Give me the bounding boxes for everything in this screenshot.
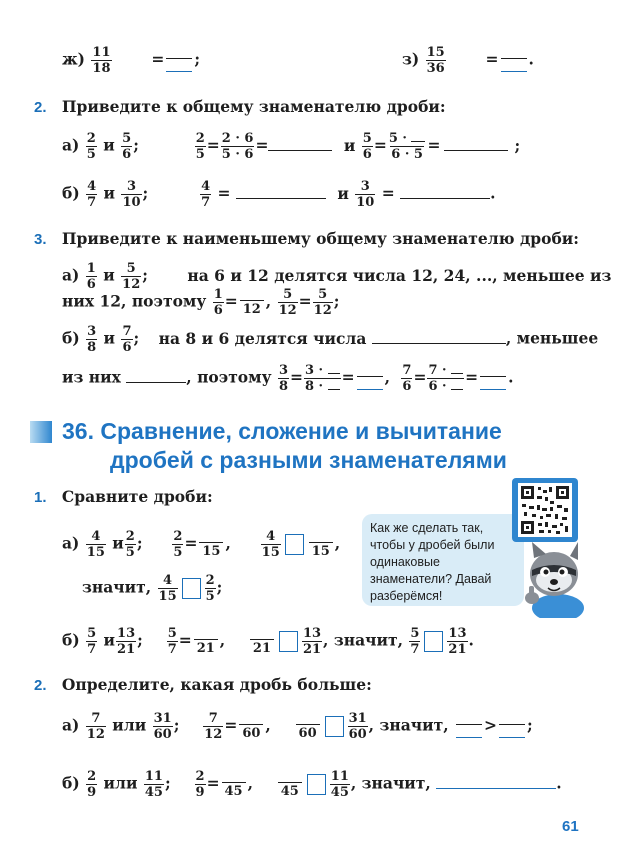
s-task-2b: б) $\frac{2}{9}$ или $\frac{11}{45}$ ; $\frac{2}{9}$ = 45 , 45 $\frac{11}{45}$ , значит, . (62, 769, 562, 800)
section-title: 36. Сравнение, сложение и вычитание дробей с разными знаменателями (62, 418, 507, 473)
raccoon-mascot-icon (518, 540, 590, 618)
s-task-2-heading (34, 677, 372, 693)
s-task-2a: а) $\frac{7}{12}$ или $\frac{31}{60}$ ; $\frac{7}{12}$ = 60 , 60 $\frac{31}{60}$ , значит, > ; (62, 711, 533, 742)
task-title: Определите, какая дробь больше: (61, 675, 372, 694)
task-number: 2. (34, 677, 47, 694)
fraction: $\frac{15}{36}$ (426, 45, 445, 76)
answer-blank[interactable] (400, 198, 490, 199)
qr-code-icon (512, 478, 578, 542)
answer-blank[interactable] (411, 141, 425, 142)
compare-box[interactable] (279, 631, 298, 652)
task-number: 3. (34, 231, 47, 248)
blank-fraction[interactable]: 21 (194, 629, 218, 655)
compare-box[interactable] (325, 716, 344, 737)
s-task-1-heading (34, 489, 213, 505)
blank-fraction[interactable]: 12 (240, 290, 264, 316)
item-label: з) (402, 49, 420, 69)
answer-blank[interactable] (436, 788, 556, 789)
blank-fraction[interactable] (166, 49, 192, 72)
blank-fraction[interactable] (499, 715, 525, 738)
page-number: 61 (562, 818, 579, 835)
task-2b: б) $\frac{4}{7}$ и $\frac{3}{10}$ ; $\frac{4}{7}$ = и $\frac{3}{10}$ = . (62, 179, 496, 210)
s-task-1a-line1: а) $\frac{4}{15}$ и $\frac{2}{5}$ ; $\frac{2}{5}$ = 15 , $\frac{4}{15}$ 15 , (62, 529, 341, 560)
fraction: $\frac{11}{18}$ (92, 45, 111, 76)
task-z: з) $\frac{15}{36}$ = . (402, 45, 534, 76)
blank-fraction[interactable] (357, 367, 383, 390)
answer-blank[interactable] (268, 150, 332, 151)
answer-blank[interactable] (444, 150, 508, 151)
task-title: Сравните дроби: (61, 487, 213, 506)
blank-fraction[interactable]: 45 (278, 772, 302, 798)
blank-fraction[interactable]: 15 (309, 532, 333, 558)
task-3a-line2: них 12, поэтому $\frac{1}{6}$ = 12 , $\frac{5}{12}$ = $\frac{5}{12}$ ; (62, 287, 340, 318)
answer-blank[interactable] (236, 198, 326, 199)
task-zh: ж) $\frac{11}{18}$ = ; (62, 45, 201, 76)
blank-fraction[interactable] (501, 49, 527, 72)
answer-blank[interactable] (126, 382, 186, 383)
compare-box[interactable] (307, 774, 326, 795)
s-task-1a-line2: значит, $\frac{4}{15}$ $\frac{2}{5}$ ; (82, 573, 223, 604)
task-2-heading (34, 99, 446, 115)
compare-box[interactable] (182, 578, 201, 599)
answer-blank[interactable] (372, 343, 506, 344)
task-3a-line1: а) $\frac{1}{6}$ и $\frac{5}{12}$ ; на 6 и 12 делятся числа 12, 24, ..., меньшее из (62, 261, 612, 292)
s-task-1b: б) $\frac{5}{7}$ и $\frac{13}{21}$ ; $\frac{5}{7}$ = 21 , 21 $\frac{13}{21}$ , значит, $\frac{5}{7}$ $\frac{13}{21}$ . (62, 626, 474, 657)
blank-fraction[interactable]: 60 (239, 714, 263, 740)
speech-bubble: Как же сделать так, чтобы у дробей были одинаковые знаменатели? Давай разберёмся! (362, 514, 524, 606)
blank-fraction[interactable]: 15 (199, 532, 223, 558)
compare-box[interactable] (285, 534, 304, 555)
blank-fraction[interactable]: 45 (222, 772, 246, 798)
blank-fraction[interactable]: 60 (296, 714, 320, 740)
task-3b-line1: б) $\frac{3}{8}$ и $\frac{7}{6}$ ; на 8 и 6 делятся числа , меньшее (62, 324, 599, 355)
section-marker-icon (30, 421, 52, 443)
task-title: Приведите к наименьшему общему знаменателю дроби: (61, 229, 580, 248)
item-label: ж) (62, 49, 85, 69)
blank-fraction[interactable] (456, 715, 482, 738)
task-2a: а) $\frac{2}{5}$ и $\frac{5}{6}$ ; $\frac{2}{5}$ = $\frac{2 \cdot 6}{5 \cdot 6}$ = и $\frac{5}{6}$ = $\frac{5 \cdot}{6 \cdot 5}$ = ; (62, 131, 521, 162)
compare-box[interactable] (424, 631, 443, 652)
task-number: 1. (34, 489, 47, 506)
blank-fraction[interactable]: 21 (250, 629, 274, 655)
blank-fraction[interactable] (480, 367, 506, 390)
task-title: Приведите к общему знаменателю дроби: (61, 97, 446, 116)
task-3-heading (34, 231, 579, 247)
task-number: 2. (34, 99, 47, 116)
task-3b-line2: из них , поэтому $\frac{3}{8}$ = $\frac{3 \cdot}{8 \cdot}$ = , $\frac{7}{6}$ = $\frac{7 \cdot}{6 \cdot}$ = . (62, 363, 514, 394)
